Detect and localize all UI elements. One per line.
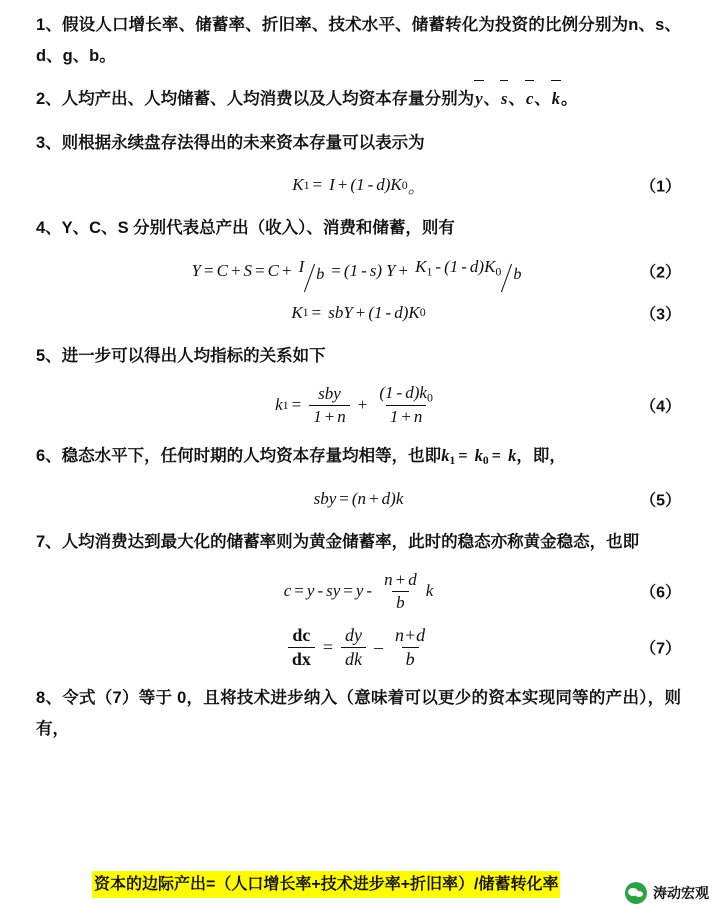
overbar-var-c: c bbox=[525, 89, 534, 108]
equation-row-2 bbox=[36, 256, 681, 286]
equation-5: sby = (n + d)k bbox=[313, 489, 404, 509]
paragraph-item-5: 5、进一步可以得出人均指标的关系如下 bbox=[36, 346, 326, 365]
equation-2: Y = C + S = C + I b = (1 - s) Y + K1 - (1 - d)K0 b bbox=[191, 256, 522, 284]
equation-row-3 bbox=[36, 298, 681, 328]
equation-row-5 bbox=[36, 484, 681, 514]
paragraph-item-2: 2、人均产出、人均储蓄、人均消费以及人均资本存量分别为y、s、c、k。 bbox=[36, 84, 681, 115]
overbar-var-k: k bbox=[551, 89, 561, 108]
paragraph-item-6: 6、稳态水平下，任何时期的人均资本存量均相等，也即k1 = k0 = k，即， bbox=[36, 445, 566, 467]
overbar-var-s: s bbox=[500, 89, 508, 108]
watermark bbox=[625, 882, 709, 904]
equation-3: K 1 = sbY + (1 - d)K 0 bbox=[291, 302, 426, 322]
paragraph-item-7: 7、人均消费达到最大化的储蓄率则为黄金储蓄率，此时的稳态亦称黄金稳态，也即 bbox=[36, 533, 640, 552]
equation-6-number: （6） bbox=[640, 584, 681, 602]
paragraph-item-3: 3、则根据永续盘存法得出的未来资本存量可以表示为 bbox=[36, 133, 425, 152]
equation-row-4 bbox=[36, 383, 681, 427]
equation-4: k 1 = $\frac{\text{sby}}{1 + n}$ + $\frac{(1 - d)k0}{1 + n}$ bbox=[275, 383, 433, 427]
paragraph-item-8: 8、令式（7）等于 0，且将技术进步纳入（意味着可以更少的资本实现同等的产出），则有， bbox=[36, 689, 681, 738]
equation-row-1 bbox=[36, 170, 681, 200]
equation-1-number: （1） bbox=[640, 178, 681, 196]
paragraph-item-2-prefix: 2、人均产出、人均储蓄、人均消费以及人均资本存量分别为 bbox=[36, 90, 475, 109]
equation-7-number: （7） bbox=[640, 640, 681, 658]
overbar-var-y: y bbox=[474, 89, 483, 108]
equation-4-number: （4） bbox=[640, 398, 681, 416]
paragraph-item-4: 4、Y、C、S 分别代表总产出（收入）、消费和储蓄，则有 bbox=[36, 219, 455, 238]
equation-row-7 bbox=[36, 625, 681, 670]
paragraph-item-1: 1、假设人口增长率、储蓄率、折旧率、技术水平、储蓄转化为投资的比例分别为n、s、d、g、b。 bbox=[36, 16, 681, 65]
document-page bbox=[0, 10, 721, 920]
equation-1: K 1 = I + (1 - d)K 0 。 bbox=[292, 175, 425, 197]
conclusion-highlight: 资本的边际产出=（人口增长率+技术进步率+折旧率）/储蓄转化率 bbox=[92, 871, 560, 898]
wechat-logo-icon bbox=[625, 882, 647, 904]
equation-3-number: （3） bbox=[640, 306, 681, 324]
equation-5-number: （5） bbox=[640, 492, 681, 510]
equation-7: $\frac{dc}{dx}$ = $\frac{dy}{dk}$ – $\frac{n+d}{b}$ bbox=[283, 625, 434, 670]
paragraph-item-2-suffix: 。 bbox=[561, 90, 578, 109]
watermark-label: 涛动宏观 bbox=[653, 885, 709, 901]
equation-row-6 bbox=[36, 570, 681, 613]
inline-equation-steady-state: k1 = k0 = k bbox=[441, 445, 517, 467]
equation-2-number: （2） bbox=[640, 264, 681, 282]
equation-6: c = y - sy = y - $\frac{n + d}{b}$ k bbox=[283, 569, 434, 612]
